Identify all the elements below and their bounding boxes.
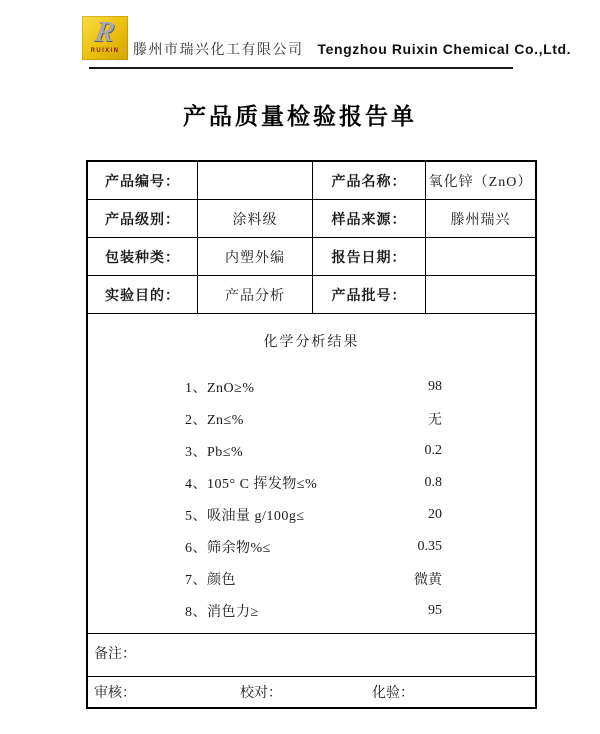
batch-number-label: 产品批号： [313,276,425,313]
item-name: 3、Pb≤% [185,445,244,460]
item-name: 6、筛余物%≤ [185,541,271,556]
analysis-item [185,403,442,435]
company-name-cn: 滕州市瑞兴化工有限公司 [133,43,304,58]
analysis-item [185,499,442,531]
sign-assay-label: 化验： [372,686,414,701]
report-date-label: 报告日期： [313,238,425,275]
sample-source-label: 样品来源： [313,200,425,237]
item-value: 0.35 [417,539,442,554]
remark-label: 备注： [94,647,136,662]
page-title: 产品质量检验报告单 [183,103,417,129]
item-value: 0.8 [424,475,442,490]
package-type-label: 包装种类： [88,238,197,275]
logo-brand-text: RUIXIN [90,48,120,54]
report-table [86,160,537,709]
letterhead-rule [89,67,513,69]
product-code-value [198,162,312,199]
analysis-item [185,531,442,563]
analysis-item [185,435,442,467]
item-name: 5、吸油量 g/100g≤ [185,509,305,524]
item-value: 无 [428,413,442,428]
company-name-row [133,39,571,59]
company-name-en: Tengzhou Ruixin Chemical Co.,Ltd. [317,41,572,57]
sign-proofread-label: 校对： [240,686,282,701]
info-grid [88,162,535,313]
ruixin-logo [82,16,128,60]
signature-row [88,676,535,707]
item-name: 7、颜色 [185,573,236,588]
analysis-item [185,467,442,499]
sign-review-label: 审核： [94,686,136,701]
product-grade-label: 产品级别： [88,200,197,237]
item-value: 微黄 [414,573,442,588]
sample-source-value: 滕州瑞兴 [426,200,535,237]
analysis-item [185,595,442,627]
item-name: 8、消色力≥ [185,605,259,620]
package-type-value: 内塑外编 [198,238,312,275]
item-name: 1、ZnO≥% [185,381,255,396]
batch-number-value [426,276,535,313]
analysis-item [185,371,442,403]
product-code-label: 产品编号： [88,162,197,199]
product-grade-value: 涂料级 [198,200,312,237]
remark-row [88,633,535,676]
logo-r-glyph: R [92,16,118,48]
product-name-value: 氧化锌（ZnO） [426,162,535,199]
product-name-label: 产品名称： [313,162,425,199]
analysis-section [88,313,535,633]
analysis-items [185,371,442,627]
item-value: 20 [428,507,442,522]
item-value: 0.2 [424,443,442,458]
item-value: 98 [428,379,442,394]
item-name: 2、Zn≤% [185,413,244,428]
item-value: 95 [428,603,442,618]
test-purpose-label: 实验目的： [88,276,197,313]
analysis-item [185,563,442,595]
report-date-value [426,238,535,275]
analysis-heading: 化学分析结果 [263,335,360,350]
item-name: 4、105° C 挥发物≤% [185,477,318,492]
test-purpose-value: 产品分析 [198,276,312,313]
